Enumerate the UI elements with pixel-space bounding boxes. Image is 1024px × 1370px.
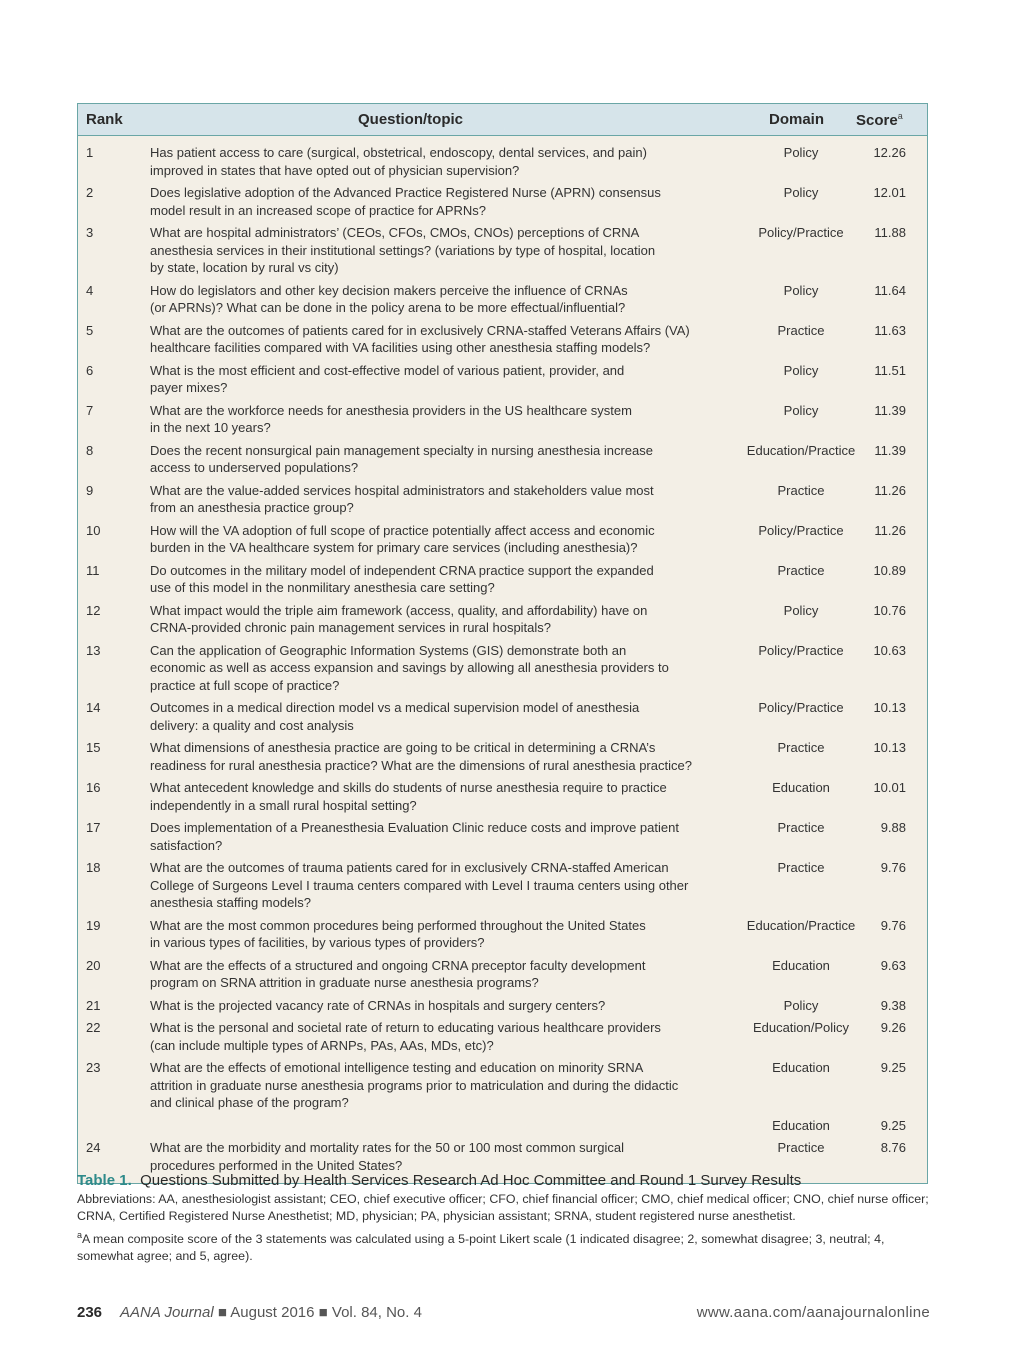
question-line: Does legislative adoption of the Advanced Practice Registered Nurse (APRN) consensus bbox=[150, 185, 661, 200]
table-row bbox=[78, 322, 927, 357]
row-question bbox=[150, 322, 745, 357]
row-rank: 18 bbox=[86, 860, 101, 875]
row-domain: Policy bbox=[783, 145, 819, 160]
question-line: What is the personal and societal rate of return to educating various healthcare providers bbox=[150, 1020, 661, 1035]
row-domain: Practice bbox=[777, 860, 825, 875]
row-question bbox=[150, 522, 745, 557]
row-score: 10.01 bbox=[873, 780, 906, 795]
row-score: 10.76 bbox=[873, 602, 906, 618]
row-question bbox=[150, 1139, 745, 1174]
question-line: in the next 10 years? bbox=[150, 420, 271, 435]
table-body bbox=[78, 136, 927, 1183]
question-line: Can the application of Geographic Information Systems (GIS) demonstrate both an bbox=[150, 642, 627, 658]
row-score: 10.13 bbox=[873, 740, 906, 755]
question-line: What is the projected vacancy rate of CRNAs in hospitals and surgery centers? bbox=[150, 997, 606, 1013]
question-line: What are the effects of emotional intelligence testing and education on minority SRNA bbox=[150, 1060, 644, 1075]
question-line: What are hospital administrators’ (CEOs, CFOs, CMOs, CNOs) perceptions of CRNA bbox=[150, 225, 640, 240]
question-line: What are the most common procedures being performed throughout the United States bbox=[150, 917, 646, 933]
question-line: Does the recent nonsurgical pain management specialty in nursing anesthesia increase bbox=[150, 442, 653, 458]
row-score: 10.89 bbox=[873, 562, 906, 578]
row-rank: 6 bbox=[86, 362, 94, 378]
row-question bbox=[150, 602, 745, 637]
question-line: What is the most efficient and cost-effective model of various patient, provider, and bbox=[150, 362, 625, 378]
table-row bbox=[78, 859, 927, 912]
header-question: Question/topic bbox=[358, 111, 463, 128]
row-score: 11.88 bbox=[874, 225, 906, 240]
table-row bbox=[78, 482, 927, 517]
row-score: 8.76 bbox=[880, 1140, 906, 1155]
question-line: access to underserved populations? bbox=[150, 460, 359, 475]
row-domain: Practice bbox=[777, 740, 825, 755]
row-score: 11.63 bbox=[874, 322, 906, 338]
row-rank: 17 bbox=[86, 820, 101, 835]
row-question bbox=[150, 362, 745, 397]
row-question bbox=[150, 1019, 745, 1054]
table-row bbox=[78, 602, 927, 637]
journal-name: AANA Journal bbox=[120, 1304, 214, 1321]
question-line: What are the outcomes of patients cared for in exclusively CRNA-staffed Veterans Affairs (VA) bbox=[150, 322, 690, 338]
row-domain: Policy/Practice bbox=[758, 225, 844, 240]
row-domain: Practice bbox=[777, 562, 825, 578]
caption-abbreviations: Abbreviations: AA, anesthesiologist assistant; CEO, chief executive officer; CFO, chief financial officer; CMO, chief medical officer; CNO, chief nurse officer; CRNA, Certified Registered Nurse Anesthetist; MD, physician; PA, physician assistant; SRNA, student registered nurse anesthetist. bbox=[77, 1192, 929, 1223]
row-domain: Practice bbox=[777, 482, 825, 498]
footnote-text: A mean composite score of the 3 statements was calculated using a 5-point Likert scale (1 indicated disagree; 2, somewhat disagree; 3, neutral; 4, somewhat agree; and 5, agree). bbox=[77, 1232, 885, 1264]
row-rank: 19 bbox=[86, 917, 101, 933]
question-line: program on SRNA attrition in graduate nurse anesthesia programs? bbox=[150, 975, 539, 990]
row-score: 9.25 bbox=[880, 1117, 906, 1133]
row-rank: 5 bbox=[86, 322, 94, 338]
question-line: What are the workforce needs for anesthesia providers in the US healthcare system bbox=[150, 402, 632, 418]
question-line: model result in an increased scope of practice for APRNs? bbox=[150, 202, 487, 218]
row-score: 9.76 bbox=[880, 860, 906, 875]
row-question bbox=[150, 997, 745, 1015]
row-score: 11.26 bbox=[874, 522, 906, 538]
row-question bbox=[150, 859, 745, 912]
row-score: 9.25 bbox=[880, 1060, 906, 1075]
row-score: 9.63 bbox=[880, 957, 906, 973]
table-row bbox=[78, 144, 927, 179]
row-score: 11.26 bbox=[874, 482, 906, 498]
row-question bbox=[150, 1117, 745, 1135]
row-score: 9.26 bbox=[880, 1020, 906, 1035]
table-row bbox=[78, 184, 927, 219]
row-question bbox=[150, 282, 745, 317]
row-question bbox=[150, 224, 745, 277]
question-line: What are the effects of a structured and ongoing CRNA preceptor faculty development bbox=[150, 957, 646, 973]
row-domain: Policy bbox=[783, 282, 819, 298]
header-domain: Domain bbox=[769, 111, 825, 128]
table-row bbox=[78, 997, 927, 1015]
question-line: economic as well as access expansion and savings by allowing all anesthesia providers to bbox=[150, 660, 669, 675]
table-row bbox=[78, 819, 927, 854]
question-line: What impact would the triple aim framework (access, quality, and affordability) have on bbox=[150, 602, 648, 618]
row-domain: Policy bbox=[783, 997, 819, 1013]
row-domain: Education bbox=[772, 957, 830, 973]
question-line: burden in the VA healthcare system for primary care services (including anesthesia)? bbox=[150, 540, 638, 555]
header-score bbox=[856, 111, 903, 129]
row-domain: Policy/Practice bbox=[758, 700, 844, 715]
question-line: and clinical phase of the program? bbox=[150, 1095, 349, 1110]
table-row bbox=[78, 442, 927, 477]
header-score-label: Score bbox=[856, 112, 898, 129]
row-question bbox=[150, 779, 745, 814]
question-line: anesthesia services in their institutional settings? (variations by type of hospital, location bbox=[150, 242, 656, 258]
row-question bbox=[150, 562, 745, 597]
table-row bbox=[78, 699, 927, 734]
table-row bbox=[78, 779, 927, 814]
row-rank: 14 bbox=[86, 700, 101, 715]
question-line: anesthesia staffing models? bbox=[150, 895, 311, 910]
row-domain: Education/Practice bbox=[746, 917, 856, 933]
row-score: 11.64 bbox=[874, 282, 906, 298]
row-rank: 23 bbox=[86, 1060, 101, 1075]
row-rank: 20 bbox=[86, 957, 101, 973]
table-row bbox=[78, 562, 927, 597]
row-question bbox=[150, 699, 745, 734]
question-line: College of Surgeons Level I trauma centers compared with Level I trauma centers using other bbox=[150, 877, 689, 893]
question-line: procedures performed in the United States? bbox=[150, 1157, 403, 1173]
question-line: Outcomes in a medical direction model vs a medical supervision model of anesthesia bbox=[150, 700, 640, 715]
question-line: use of this model in the nonmilitary anesthesia care setting? bbox=[150, 580, 495, 595]
journal-url[interactable]: www.aana.com/aanajournalonline bbox=[696, 1304, 930, 1321]
row-domain: Policy/Practice bbox=[758, 522, 844, 538]
question-line: from an anesthesia practice group? bbox=[150, 500, 354, 515]
question-line: delivery: a quality and cost analysis bbox=[150, 717, 354, 733]
row-rank: 15 bbox=[86, 740, 101, 755]
question-line: Do outcomes in the military model of independent CRNA practice support the expanded bbox=[150, 562, 654, 578]
row-question bbox=[150, 1059, 745, 1112]
row-rank: 3 bbox=[86, 225, 94, 240]
question-line: Has patient access to care (surgical, obstetrical, endoscopy, dental services, and pain) bbox=[150, 145, 647, 160]
table-row bbox=[78, 282, 927, 317]
row-domain: Practice bbox=[777, 820, 825, 835]
row-rank: 24 bbox=[86, 1140, 101, 1155]
question-line: What antecedent knowledge and skills do students of nurse anesthesia require to practice bbox=[150, 780, 667, 795]
question-line: in various types of facilities, by various types of providers? bbox=[150, 935, 485, 950]
table-caption bbox=[77, 1172, 937, 1265]
table-row bbox=[78, 917, 927, 952]
footnote-marker: a bbox=[77, 1230, 83, 1240]
caption-title bbox=[77, 1172, 937, 1189]
row-rank: 2 bbox=[86, 185, 94, 200]
question-line: What are the morbidity and mortality rates for the 50 or 100 most common surgical bbox=[150, 1140, 624, 1155]
row-rank: 22 bbox=[86, 1020, 101, 1035]
table-row bbox=[78, 522, 927, 557]
row-score: 12.26 bbox=[873, 145, 906, 160]
row-domain: Education bbox=[772, 1117, 830, 1133]
row-rank: 1 bbox=[86, 145, 94, 160]
table-row bbox=[78, 739, 927, 774]
row-score: 10.63 bbox=[873, 642, 906, 658]
row-rank: 12 bbox=[86, 602, 101, 618]
header-score-footnote-marker: a bbox=[897, 111, 903, 121]
row-question bbox=[150, 442, 745, 477]
row-rank: 21 bbox=[86, 997, 101, 1013]
row-rank: 9 bbox=[86, 482, 94, 498]
question-line: by state, location by rural vs city) bbox=[150, 260, 339, 275]
table-row bbox=[78, 1059, 927, 1112]
row-domain: Policy bbox=[783, 602, 819, 618]
row-domain: Practice bbox=[777, 322, 825, 338]
table-row bbox=[78, 957, 927, 992]
row-question bbox=[150, 957, 745, 992]
question-line: What dimensions of anesthesia practice are going to be critical in determining a CRNA’s bbox=[150, 740, 656, 755]
row-rank: 10 bbox=[86, 522, 101, 538]
caption-footnote bbox=[77, 1227, 937, 1265]
question-line: How do legislators and other key decision makers perceive the influence of CRNAs bbox=[150, 282, 628, 298]
row-domain: Education/Policy bbox=[752, 1020, 850, 1035]
table-header bbox=[78, 104, 927, 136]
row-domain: Policy bbox=[783, 402, 819, 418]
row-domain: Education bbox=[772, 780, 830, 795]
header-rank: Rank bbox=[86, 111, 123, 128]
question-line: independently in a small rural hospital setting? bbox=[150, 797, 417, 813]
question-line: readiness for rural anesthesia practice? What are the dimensions of rural anesthesia practice? bbox=[150, 757, 692, 773]
question-line: satisfaction? bbox=[150, 837, 223, 853]
row-score: 9.76 bbox=[880, 917, 906, 933]
row-rank: 7 bbox=[86, 402, 94, 418]
question-line: What are the value-added services hospital administrators and stakeholders value most bbox=[150, 482, 654, 498]
table-row bbox=[78, 1117, 927, 1135]
question-line: healthcare facilities compared with VA facilities using other anesthesia staffing models? bbox=[150, 340, 651, 355]
table-row bbox=[78, 224, 927, 277]
row-question bbox=[150, 642, 745, 695]
row-domain: Education bbox=[772, 1060, 830, 1075]
page-footer bbox=[77, 1304, 930, 1321]
journal-issue: ■ August 2016 ■ Vol. 84, No. 4 bbox=[213, 1304, 422, 1321]
page-number: 236 bbox=[77, 1304, 103, 1321]
question-line: Does implementation of a Preanesthesia Evaluation Clinic reduce costs and improve patient bbox=[150, 820, 679, 835]
question-line: attrition in graduate nurse anesthesia programs prior to matriculation and during the didactic bbox=[150, 1077, 679, 1093]
table-row bbox=[78, 1019, 927, 1054]
question-line: CRNA-provided chronic pain management services in rural hospitals? bbox=[150, 620, 552, 635]
row-question bbox=[150, 144, 745, 179]
row-score: 11.39 bbox=[874, 442, 906, 458]
row-domain: Practice bbox=[777, 1140, 825, 1155]
row-score: 11.51 bbox=[874, 362, 906, 378]
question-line: improved in states that have opted out of physician supervision? bbox=[150, 162, 520, 178]
row-question bbox=[150, 819, 745, 854]
row-question bbox=[150, 184, 745, 219]
question-line: (or APRNs)? What can be done in the policy arena to be more effectual/influential? bbox=[150, 300, 626, 315]
row-domain: Policy/Practice bbox=[758, 642, 844, 658]
row-question bbox=[150, 482, 745, 517]
question-line: How will the VA adoption of full scope of practice potentially affect access and economic bbox=[150, 522, 655, 538]
table-row bbox=[78, 402, 927, 437]
survey-results-table bbox=[77, 103, 928, 1184]
caption-text: Questions Submitted by Health Services Research Ad Hoc Committee and Round 1 Survey Results bbox=[140, 1172, 802, 1189]
question-line: payer mixes? bbox=[150, 380, 228, 395]
table-row bbox=[78, 362, 927, 397]
caption-label: Table 1. bbox=[77, 1172, 132, 1189]
row-rank: 4 bbox=[86, 282, 94, 298]
row-score: 9.88 bbox=[880, 820, 906, 835]
table-row bbox=[78, 1139, 927, 1174]
row-rank: 8 bbox=[86, 442, 94, 458]
row-rank: 11 bbox=[86, 562, 100, 578]
table-row bbox=[78, 642, 927, 695]
row-score: 10.13 bbox=[873, 700, 906, 715]
question-line: What are the outcomes of trauma patients cared for in exclusively CRNA-staffed American bbox=[150, 860, 669, 875]
row-domain: Policy bbox=[783, 362, 819, 378]
question-line: (can include multiple types of ARNPs, PAs, AAs, MDs, etc)? bbox=[150, 1037, 494, 1053]
row-rank: 13 bbox=[86, 642, 101, 658]
row-score: 9.38 bbox=[880, 997, 906, 1013]
row-question bbox=[150, 917, 745, 952]
row-question bbox=[150, 739, 745, 774]
row-domain: Policy bbox=[783, 185, 819, 200]
row-rank: 16 bbox=[86, 780, 101, 795]
row-score: 12.01 bbox=[873, 185, 906, 200]
row-domain: Education/Practice bbox=[746, 442, 856, 458]
question-line: practice at full scope of practice? bbox=[150, 677, 340, 693]
row-question bbox=[150, 402, 745, 437]
row-score: 11.39 bbox=[874, 402, 906, 418]
